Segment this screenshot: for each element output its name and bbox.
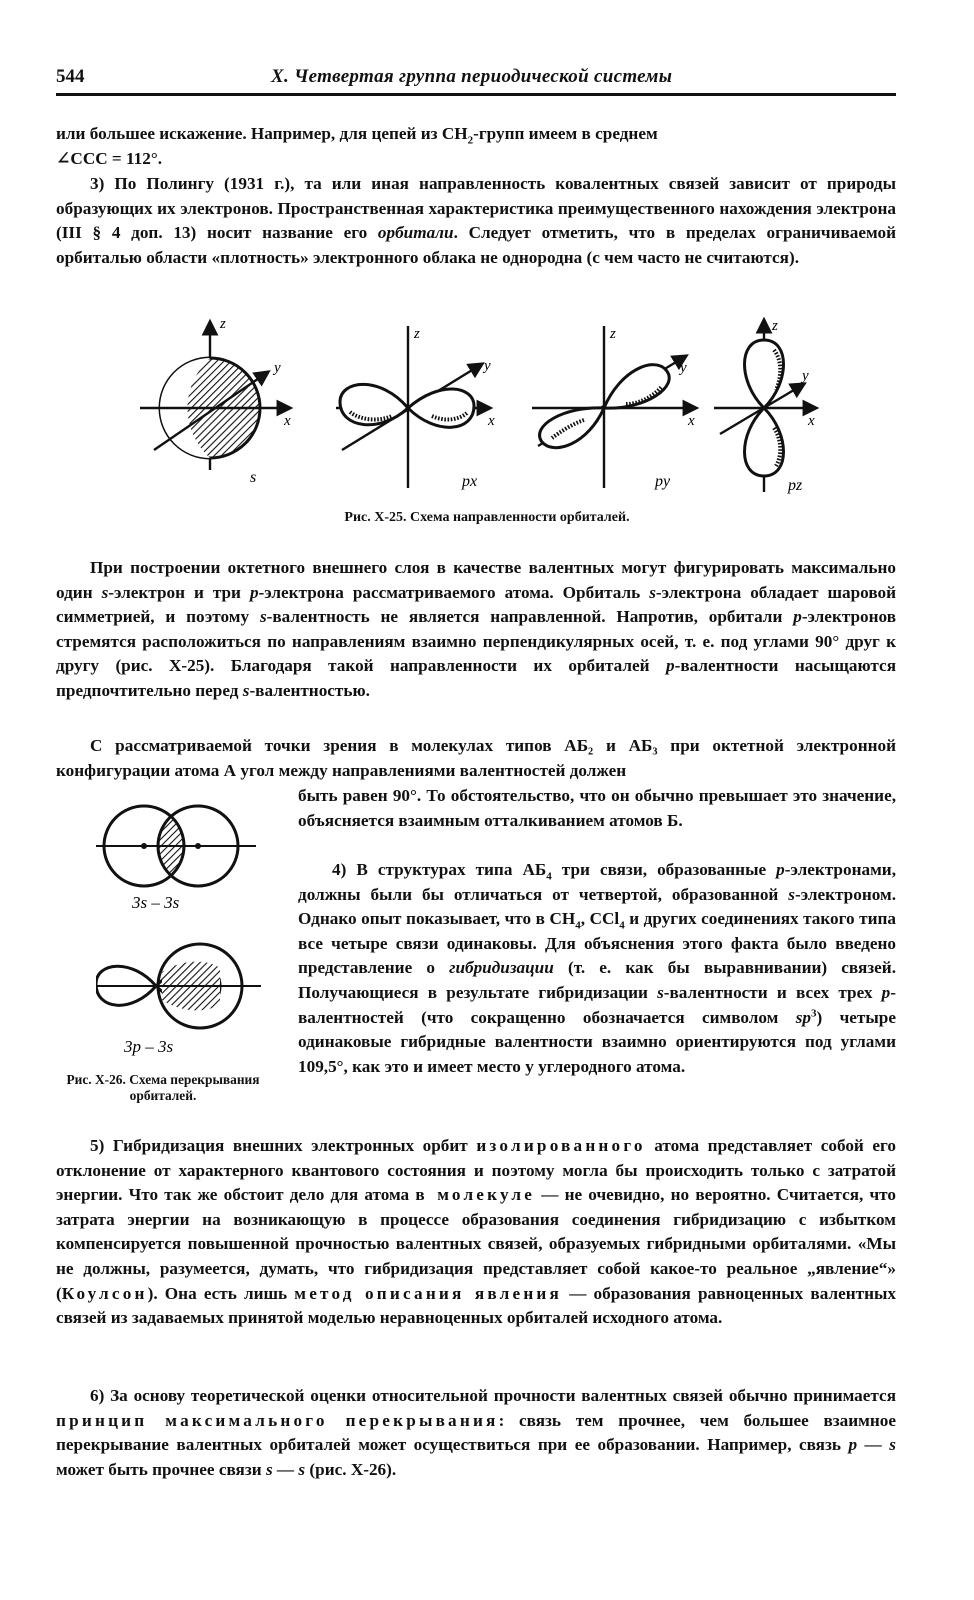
- term-hybridization: гибридизации: [449, 958, 554, 978]
- overlap-diagram: [96, 790, 266, 1080]
- s-axis-y: y: [274, 360, 281, 376]
- label-3s-3s: 3s – 3s: [132, 893, 180, 912]
- figure-26-caption: Рис. X-26. Схема перекрывания орбиталей.: [66, 1072, 260, 1103]
- page-header: [56, 60, 896, 94]
- pz-axis-y: y: [802, 368, 809, 384]
- figure-orbital-overlap: [96, 790, 266, 1080]
- py-orbital: [532, 326, 696, 490]
- label-px: px: [462, 473, 478, 490]
- s-axis-z: z: [220, 316, 226, 332]
- running-title: X. Четвертая группа периодической системы: [271, 66, 673, 87]
- paragraph-5: 5) Гибридизация внешних электронных орбит изолированного атома представляет собой его отклонение от характерного квантового состояния и поэтому могла бы происходить только с затратой энергии. Что так же обстоит дело для атома в молекуле — не очевидно, но вероятно. Считается, что затрата энергии на возникающую в процессе образования соединения гибридизацию с избытком компенсируется повышенной прочностью валентных связей, образуемых гибридными орбиталями. «Мы не должны, разумеется, думать, что гибридизация представляет собой какое-то реальное „явление“» (Коулсон). Она есть лишь метод описания явления — образования равноценных валентных связей из задаваемых принятой моделью неравноценных орбиталей исходного атома.: [56, 1136, 896, 1328]
- term-orbital: орбитали: [377, 223, 454, 243]
- page-number: 544: [56, 66, 85, 87]
- s-orbital: [140, 316, 291, 486]
- figure-25-caption: Рис. X-25. Схема направленности орбиталей.: [344, 510, 630, 525]
- header-rule: [56, 93, 896, 96]
- overlap-3p-3s: [96, 944, 261, 1056]
- px-axis-y: y: [484, 358, 491, 374]
- pz-axis-z: z: [772, 318, 778, 334]
- paragraph-6: 6) За основу теоретической оценки относительной прочности валентных связей обычно принимается принцип максимального перекрывания: связь тем прочнее, чем большее взаимное перекрывание валентных орбиталей может осуществиться при ее образовании. Например, связь p — s может быть прочнее связи s — s (рис. X-26).: [56, 1386, 896, 1479]
- pz-orbital: [714, 318, 816, 494]
- s-axis-x: x: [284, 413, 291, 429]
- paragraph-ab-types: С рассматриваемой точки зрения в молекулах типов АБ₂ и АБ₃ при октетной электронной конфигурации атома А угол между направлениями валентностей должен: [56, 736, 896, 780]
- paragraph-ab-continued: быть равен 90°. То обстоятельство, что он обычно превышает это значение, объясняется взаимным отталкиванием атомов Б.: [298, 786, 896, 830]
- pz-axis-x: x: [808, 413, 815, 429]
- label-s: s: [250, 469, 257, 486]
- py-axis-z: z: [610, 326, 616, 342]
- py-axis-x: x: [688, 413, 695, 429]
- overlap-3s-3s: [96, 806, 256, 912]
- paragraph-3: 3) По Полингу (1931 г.), та или иная направленность ковалентных связей зависит от природы образующих их электронов. Пространственная характеристика преимущественного нахождения электрона (III § 4 доп. 13) носит название его орбитали. Следует отметить, что в пределах ограничиваемой орбиталью области «плотность» электронного облака не однородна (с чем часто не считаются).: [56, 174, 896, 267]
- orbital-diagram: [140, 310, 840, 500]
- paragraph-continuation: или большее искажение. Например, для цепей из $CH_2$-групп имеем в среднем ∠CCC = 112°.: [56, 124, 658, 168]
- label-pz: pz: [788, 477, 803, 494]
- label-3p-3s: 3p – 3s: [124, 1037, 174, 1056]
- figure-orbital-directions: [140, 310, 840, 500]
- paragraph-valence: При построении октетного внешнего слоя в качестве валентных могут фигурировать максимально один s-электрон и три p-электрона рассматриваемого атома. Орбиталь s-электрона обладает шаровой симметрией, и поэтому s-валентность не является направленной. Напротив, орбитали p-электронов стремятся расположиться по направлениям взаимно перпендикулярных осей, т. е. под углами 90° друг к другу (рис. X-25). Благодаря такой направленности их орбиталей p-валентности насыщаются предпочтительно перед s-валентностью.: [56, 558, 897, 700]
- px-axis-x: x: [488, 413, 495, 429]
- label-py: py: [655, 473, 671, 490]
- paragraph-4: 4) В структурах типа $АБ_4$ три связи, образованные p-электронами, должны были бы отличаться от четвертой, образованной s-электроном. Однако опыт показывает, что в $CH_4$, CCl$_4$ и других соединениях такого типа все четыре связи одинаковы. Для объяснения этого факта было введено представление о гибридизации (т. е. как бы выравнивании) связей. Получающиеся в результате гибридизации s-валентности и всех трех p-валентностей (что сокращенно обозначается символом $sp^3$) четыре одинаковые гибридные валентности взаимно ориентируются под углами 109,5°, как это и имеет место у углеродного атома.: [298, 860, 896, 1076]
- px-axis-z: z: [414, 326, 420, 342]
- px-orbital: [336, 326, 495, 490]
- py-axis-y: y: [680, 360, 687, 376]
